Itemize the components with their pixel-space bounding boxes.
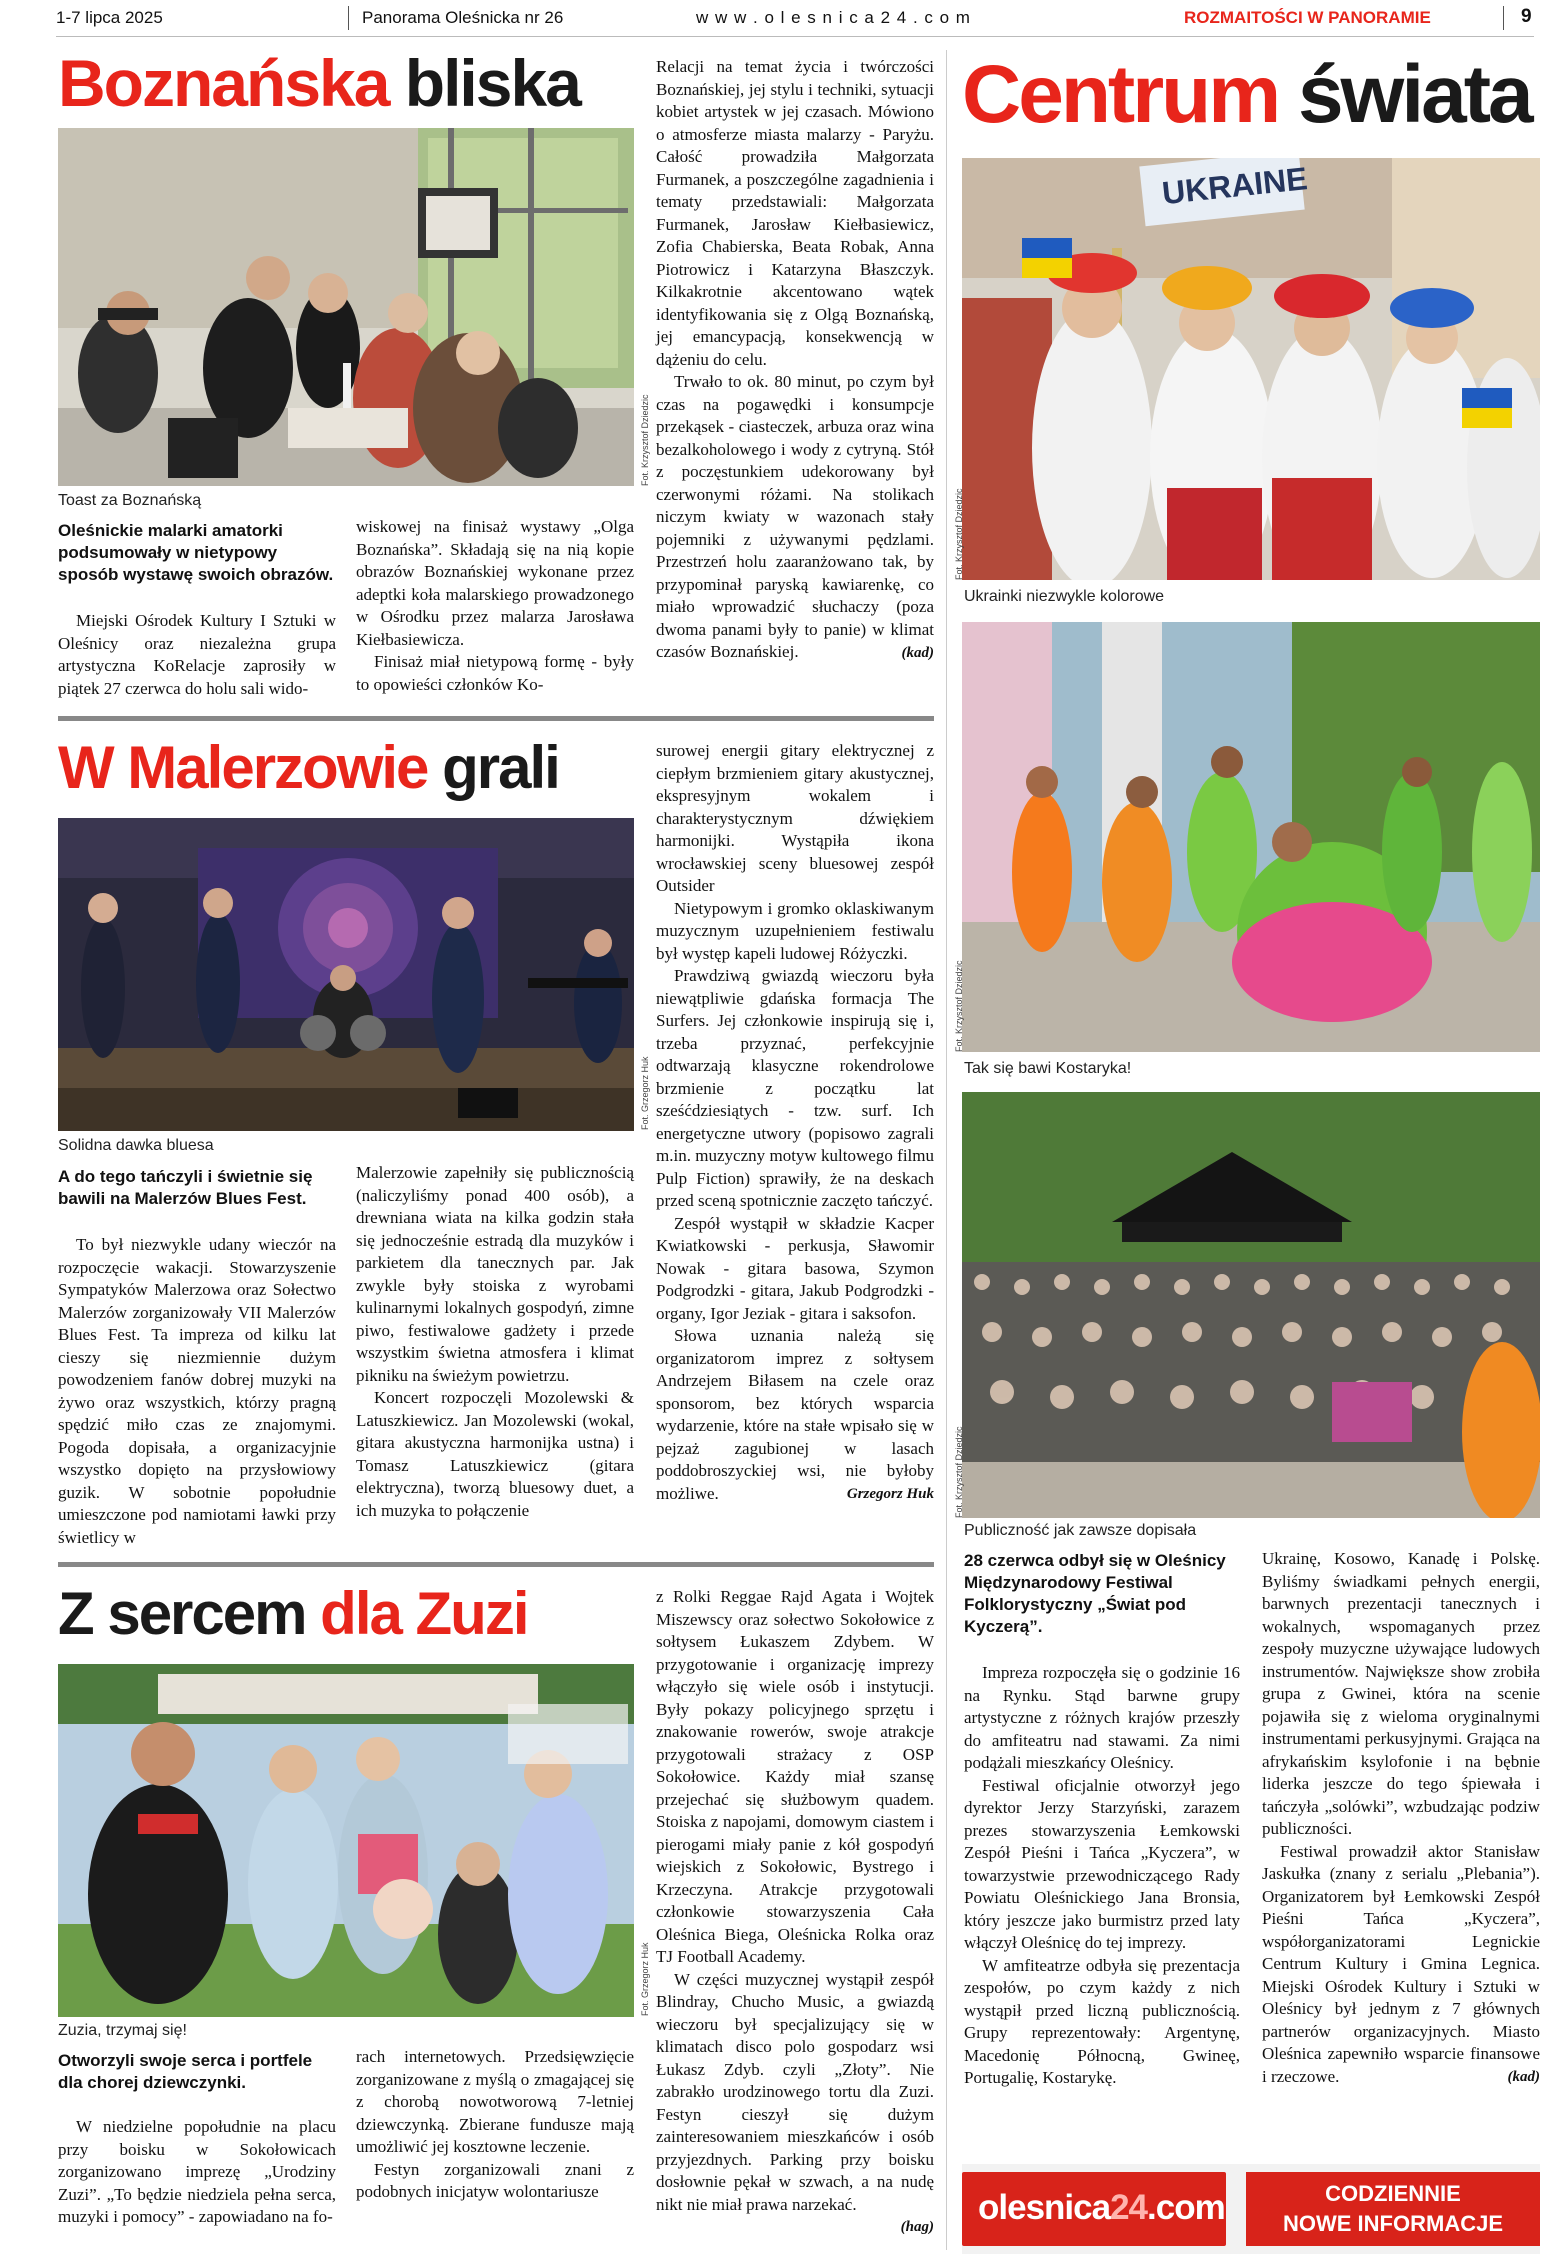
author-signature: (kad)	[1507, 2069, 1540, 2085]
article-lead: Otworzyli swoje serca i portfele dla chorej dziewczynki.	[58, 2051, 313, 2092]
photo-audience	[962, 1092, 1540, 1518]
title-black-part: bliska	[404, 46, 580, 120]
title-red-part: dla Zuzi	[320, 1580, 528, 1647]
paragraph: W części muzycznej wystąpił zespół Blindray, Chucho Music, a gwiazdą wieczoru był specjalizujący się w klimatach disco polo gospodarz wsi Łukasz Zdyb. czyli „Złoty”. Nie zabrakło urodzinowego tortu dla Zuzi. Festyn cieszył się dużym zainteresowaniem mieszkańców i osób przyjezdnych. Parking przy boisku dosłownie pękał w szwach, a na nudę nikt nie miał prawa narzekać.	[656, 1969, 934, 2214]
paragraph: W amfiteatrze odbyła się prezentacja zespołów, po czym każdy z nich wystąpił przed liczną publicznością. Grupy reprezentowały: Argentynę, Macedonię Północną, Gwineę, Portugalię, Kostarykę.	[964, 1955, 1240, 2087]
website-url[interactable]: w w w . o l e s n i c a 2 4 . c o m	[696, 8, 971, 27]
author-signature: (hag)	[900, 2219, 934, 2235]
article-lead: A do tego tańczyli i świetnie się bawili na Malerzów Blues Fest.	[58, 1167, 313, 1208]
photo-toast-illustration	[58, 128, 634, 486]
article-column-3	[656, 1586, 934, 2239]
paragraph: W niedzielne popołudnie na placu przy boisku w Sokołowicach zorganizowano imprezę „Urodziny Zuzi”. „To będzie niedziela pełna serca, muzyki i pomocy” - zapowiadano na fo-	[58, 2117, 336, 2226]
article-column-1	[58, 610, 336, 700]
title-black-part: świata	[1297, 49, 1531, 140]
photo-credit: Fot. Krzysztof Dziedzic	[954, 1426, 964, 1518]
author-signature: Grzegorz Huk	[846, 1486, 934, 1502]
section-rule	[58, 716, 934, 721]
article-title-zuzia	[58, 1580, 528, 1647]
photo-caption: Toast za Boznańską	[58, 492, 202, 509]
article-column-3	[656, 56, 934, 664]
paragraph: Relacji na temat życia i twórczości Boznańskiej, jej stylu i techniki, sytuacji kobiet artystek w jej czasach. Mówiono o atmosferze miasta malarzy - Paryżu. Całość prowadziła Małgorzata Furmanek, a poszczególne zagadnienia i tematy przedstawiali: Małgorzata Furmanek, Jarosław Kiełbasiewicz, Zofia Chabierska, Beata Robak, Anna Piotrowicz i Katarzyna Błaszczyk. Kilkakrotnie akcentowano wątek identyfikowania się z Olgą Boznańską, jej emancypacją, konsekwencją w dążeniu do celu.	[656, 57, 934, 369]
title-black-part: grali	[442, 734, 559, 801]
banner-logo-box	[962, 2172, 1226, 2246]
issue-date: 1-7 lipca 2025	[56, 8, 163, 27]
article-column-2	[356, 516, 634, 696]
paragraph: To był niezwykle udany wieczór na rozpoczęcie wakacji. Stowarzyszenie Sympatyków Malerzowa oraz Sołectwo Malerzów zorganizowały VII Malerzów Blues Fest. Ta impreza od kilku lat cieszy się niezmiennie dużym powodzeniem fanów dobrej muzyki na żywo oraz wszystkich, którzy pragną spędzić miło czas ze znajomymi. Pogoda dopisała, a organizacyjnie wszystko dopięto na przysłowiowy guzik. W sobotnie popołudnie umieszczone pod namiotami ławki przy świetlicy w	[58, 1235, 336, 1547]
paragraph: Miejski Ośrodek Kultury I Sztuki w Oleśnicy oraz niezależna grupa artystyczna KoRelacje zaprosiły w piątek 27 czerwca do holu sali wido-	[58, 611, 336, 698]
paragraph: Malerzowie zapełniły się publicznością (naliczyliśmy ponad 400 osób), a drewniana wiata na kilka godzin stała się jednocześnie estradą dla muzyków i parkietem dla tanecznych par. Jak zwykle były stoiska z wyrobami kulinarnymi lokalnych gospodyń, zimne piwo, festiwalowe gadżety i przede wszystkim świetna atmosfera i klimat pikniku na świeżym powietrzu.	[356, 1163, 634, 1385]
photo-zuzia	[58, 1664, 634, 2017]
header-divider	[348, 6, 349, 30]
photo-toast	[58, 128, 634, 486]
photo-caption: Solidna dawka bluesa	[58, 1137, 214, 1154]
article-column-1	[58, 1234, 336, 1549]
article-column-2	[1262, 1548, 1540, 2089]
banner-slogan: CODZIENNIE NOWE INFORMACJE	[1246, 2172, 1540, 2246]
ukraine-sign-text: UKRAINE	[1160, 160, 1310, 212]
photo-zuzia-illustration	[58, 1664, 634, 2017]
paragraph: Prawdziwą gwiazdą wieczoru była niewątpliwie gdańska formacja The Surfers. Jej członkowie inspirują się i, trzeba przyznać, perfekcyjnie odtwarzają klasyczne rokendrolowe brzmienie z początku lat sześćdziesiątych - tzw. surf. Ich energetyczne utwory (popisowo zagrali m.in. muzyczny motyw kultowego filmu Pulp Fiction) sprawiły, że na deskach przed sceną spotnicznie zaczęto tańczyć.	[656, 966, 934, 1210]
title-red-part: Boznańska	[58, 46, 389, 120]
article-column-1	[58, 2116, 336, 2229]
photo-credit: Fot. Krzysztof Dziedzic	[640, 394, 650, 486]
article-title-centrum	[962, 49, 1531, 140]
photo-ukrainian-dancers	[962, 158, 1540, 580]
photo-blues-band	[58, 818, 634, 1131]
photo-caption: Publiczność jak zawsze dopisała	[964, 1522, 1197, 1539]
paragraph: z Rolki Reggae Rajd Agata i Wojtek Miszewscy oraz sołectwo Sokołowice z sołtysem Łukaszem Zdybem. W przygotowanie i organizację imprezy włączyło się wiele osób i instytucji. Były pokazy policyjnego sprzętu i znakowanie rowerów, swoje atrakcje przygotowali strażacy z OSP Sokołowice. Każdy miał szansę przejechać się służbowym quadem. Stoiska z napojami, domowym ciastem i pierogami miały panie z kół gospodyń wiejskich z Sokołowic, Bystrego i Krzeczyna. Atrakcje przygotowali członkowie stowarzyszenia Cała Oleśnica Biega, Oleśnicka Rolka oraz TJ Football Academy.	[656, 1587, 934, 1966]
photo-ukraine-illustration	[962, 158, 1540, 580]
article-column-3	[656, 740, 934, 1506]
paragraph: wiskowej na finisaż wystawy „Olga Boznańska”. Składają się na nią kopie obrazów Boznańskiej wykonane przez adeptki koła malarskiego prowadzonego w Ośrodku przez malarza Jarosława Kiełbasiewicza.	[356, 517, 634, 649]
paragraph: rach internetowych. Przedsięwzięcie zorganizowane z myślą o zmagającej się z chorobą nowotworową 7-letniej dziewczynką. Zbierane fundusze mają umożliwić jej kosztowne leczenie.	[356, 2047, 634, 2156]
paragraph: Festyn zorganizowali znani z podobnych inicjatyw wolontariusze	[356, 2159, 634, 2201]
article-lead: 28 czerwca odbył się w Oleśnicy Międzynarodowy Festiwal Folklorystyczny „Świat pod Kyczerą”.	[964, 1551, 1226, 1636]
paragraph: Impreza rozpoczęła się o godzinie 16 na Rynku. Stąd barwne grupy artystyczne z różnych krajów przeszły do amfiteatru nad stawami. Za nimi podążali mieszkańcy Oleśnicy.	[964, 1663, 1240, 1772]
paragraph: Festiwal prowadził aktor Stanisław Jaskułka (znany z serialu „Plebania”). Organizatorem był Łemkowski Zespół Pieśni Tańca „Kyczera”, współorganizatorami Legnickie Centrum Kultury i Gmina Legnica. Miejski Ośrodek Kultury i Sztuki w Oleśnicy był jednym z 7 głównych partnerów organizacyjnych. Miasto Oleśnica zapewniło wsparcie finansowe i rzeczowe.	[1262, 1841, 1540, 2086]
photo-credit: Fot. Krzysztof Dziedzic	[954, 488, 964, 580]
photo-credit: Fot. Krzysztof Dziedzic	[954, 960, 964, 1052]
column-divider	[946, 50, 947, 2250]
article-lead: Oleśnickie malarki amatorki podsumowały w nietypowy sposób wystawę swoich obrazów.	[58, 521, 334, 584]
article-column-2	[356, 2046, 634, 2204]
photo-credit: Fot. Grzegorz Huk	[640, 1942, 650, 2016]
banner-logo: olesnica24.com	[978, 2188, 1225, 2227]
title-red-part: W Malerzowie	[58, 734, 428, 801]
title-red-part: Centrum	[962, 49, 1279, 140]
author-signature: (kad)	[901, 644, 934, 661]
article-column-1	[964, 1662, 1240, 2090]
paragraph: surowej energii gitary elektrycznej z ciepłym brzmieniem gitary akustycznej, ekspresyjnym wokalem i charakterystycznym dźwiękiem harmonijki. Wystąpiła ikona wrocławskiej sceny bluesowej zespół Outsider	[656, 741, 934, 895]
section-name: ROZMAITOŚCI W PANORAMIE	[1184, 8, 1431, 27]
paragraph: Ukrainę, Kosowo, Kanadę i Polskę. Byliśmy świadkami pełnych energii, barwnych prezentacji tanecznych i wokalnych, wspomaganych przez zespoły muzyczne używające ludowych instrumentów. Największe show zrobiła grupa z Gwinei, która na scenie pojawiła się z wieloma oryginalnymi instrumentami perkusyjnymi. Grająca na afrykańskim ksylofonie i na bębnie liderka jeszcze do tego śpiewała i tańczyła „solówki”, wzbudzając podziw publiczności.	[1262, 1549, 1540, 1838]
article-title-boznanska	[58, 46, 580, 120]
paragraph: Koncert rozpoczęli Mozolewski & Latuszkiewicz. Jan Mozolewski (wokal, gitara akustyczna harmonijka ustna) i Tomasz Latuszkiewicz (gitara elektryczna), tworzą bluesowy duet, a ich muzyka to połączenie	[356, 1388, 634, 1520]
paragraph: Zespół wystąpił w składzie Kacper Kwiatkowski - perkusja, Sławomir Nowak - gitara basowa, Szymon Podgrodzki - gitara, Jakub Podgrodzki - organy, Igor Jeziak - gitara i saksofon.	[656, 1213, 934, 1323]
paragraph: Słowa uznania należą się organizatorom imprez z sołtysem Andrzejem Biłasem na czele oraz sponsorom, bez których wsparcia wydarzenie, które na stałe wpisało się w pejzaż zagubionej w lasach poddobroszyckiej wsi, nie byłoby możliwe.	[656, 1326, 934, 1503]
paragraph: Finisaż miał nietypową formę - były to opowieści członków Ko-	[356, 652, 634, 694]
photo-caption: Zuzia, trzymaj się!	[58, 2022, 187, 2039]
olesnica24-banner[interactable]	[962, 2164, 1540, 2254]
photo-credit: Fot. Grzegorz Huk	[640, 1056, 650, 1130]
paragraph: Festiwal oficjalnie otworzył jego dyrektor Jerzy Starzyński, zarazem prezes stowarzyszenia Łemkowski Zespół Pieśni i Tańca „Kyczera”, w towarzystwie przewodniczącego Rady Powiatu Oleśnickiego Jana Bronsia, który jeszcze jako burmistrz przed laty włączył Oleśnicę do tej imprezy.	[964, 1775, 1240, 1952]
page-number: 9	[1521, 6, 1532, 27]
article-column-2	[356, 1162, 634, 1522]
page-header	[56, 0, 1534, 40]
photo-audience-illustration	[962, 1092, 1540, 1518]
header-rule	[56, 36, 1534, 37]
photo-caption: Ukrainki niezwykle kolorowe	[964, 588, 1165, 605]
paragraph: Nietypowym i gromko oklaskiwanym muzycznym uzupełnieniem festiwalu był występ kapeli ludowej Różyczki.	[656, 898, 934, 963]
photo-costa-rica-illustration	[962, 622, 1540, 1052]
paragraph: Trwało to ok. 80 minut, po czym był czas na pogawędki i konsumpcje przekąsek - ciasteczek, arbuza oraz wina bezalkoholowego i wody z cytryną. Stół z poczęstunkiem udekorowany był czerwonymi różami. Na stolikach niczym kwiaty w wazonach stały pojemniki z używanymi pędzlami. Przestrzeń holu zaaranżowano tak, by przypominał paryską kawiarenkę, co miało wprowadzić słuchaczy (poza dwoma panami były to panie) w klimat czasów Boznańskiej.	[656, 372, 934, 661]
issue-name: Panorama Oleśnicka nr 26	[362, 8, 564, 27]
title-black-part: Z sercem	[58, 1580, 306, 1647]
section-rule	[58, 1562, 934, 1567]
photo-caption: Tak się bawi Kostaryka!	[964, 1060, 1132, 1077]
article-title-malerzow	[58, 734, 559, 801]
header-divider	[1503, 6, 1504, 30]
photo-blues-illustration	[58, 818, 634, 1131]
photo-costa-rica-dancers	[962, 622, 1540, 1052]
